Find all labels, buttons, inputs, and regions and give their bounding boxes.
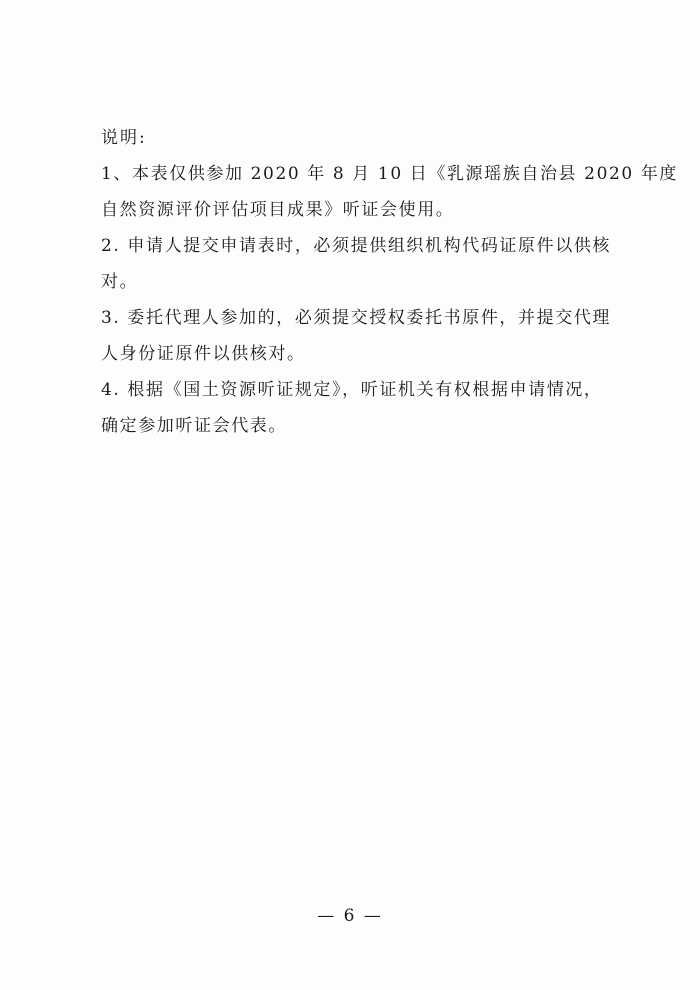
notes-section [101,120,679,444]
page-number: — 6 — [317,906,383,926]
note-1-line-2: 自然资源评价评估项目成果》听证会使用。 [101,200,455,220]
note-4-line-1: 4. 根据《国土资源听证规定》，听证机关有权根据申请情况， [101,380,603,400]
note-3-line-2: 人身份证原件以供核对。 [101,344,306,364]
note-4-line-2: 确定参加听证会代表。 [101,416,287,436]
note-2-line-2: 对。 [101,272,139,292]
note-2-line-1: 2. 申请人提交申请表时，必须提供组织机构代码证原件以供核 [101,236,612,256]
notes-heading: 说明: [101,128,147,148]
note-3-line-1: 3. 委托代理人参加的，必须提交授权委托书原件，并提交代理 [101,308,612,328]
note-1-line-1: 1、本表仅供参加 2020 年 8 月 10 日《乳源瑶族自治县 2020 年度 [101,164,679,184]
